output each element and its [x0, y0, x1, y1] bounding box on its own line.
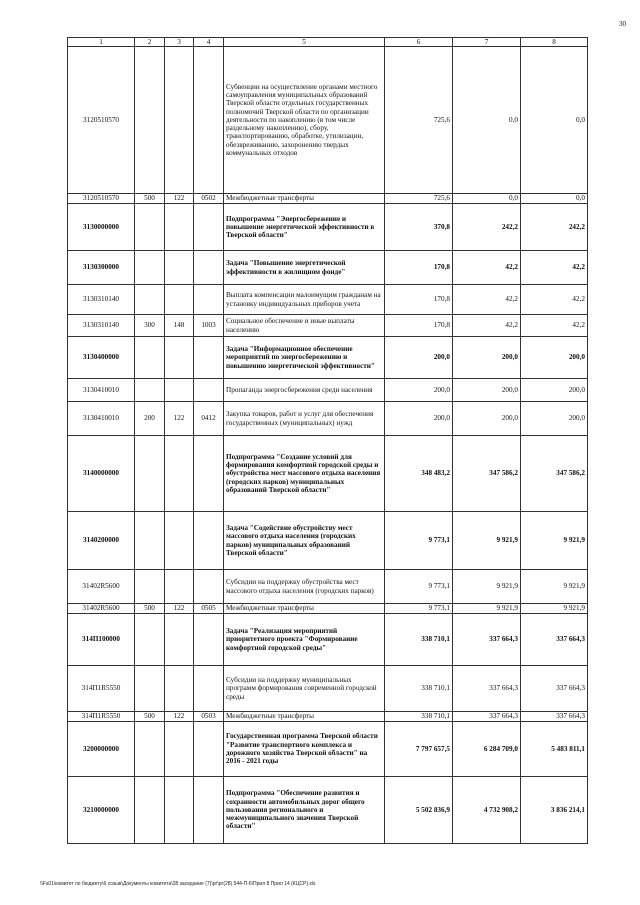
- cell-value-8: 3 836 214,1: [521, 777, 588, 844]
- cell-value-8: 242,2: [521, 204, 588, 251]
- cell-value-8: 5 483 811,1: [521, 722, 588, 777]
- table-row: [68, 666, 588, 712]
- cell-value-7: 0,0: [453, 47, 521, 194]
- cell-value-8: 9 921,9: [521, 512, 588, 570]
- cell-name: Субсидии на поддержку муниципальных программ формирования современной городской среды: [224, 666, 385, 712]
- cell-value-7: 200,0: [453, 337, 521, 379]
- cell-gr: [165, 379, 194, 402]
- cell-value-6: 5 502 836,9: [385, 777, 453, 844]
- table-row: [68, 712, 588, 722]
- cell-value-7: 200,0: [453, 379, 521, 402]
- cell-value-7: 0,0: [453, 194, 521, 204]
- cell-code: 3210000000: [68, 777, 135, 844]
- cell-gr: [165, 285, 194, 315]
- cell-gr: [165, 614, 194, 666]
- cell-name: Социальное обеспечение и иные выплаты населению: [224, 315, 385, 337]
- cell-value-7: 42,2: [453, 251, 521, 285]
- table-row: [68, 722, 588, 777]
- table-row: [68, 251, 588, 285]
- cell-value-7: 337 664,3: [453, 666, 521, 712]
- cell-code: 3130000000: [68, 204, 135, 251]
- cell-section: [194, 614, 224, 666]
- cell-rz: [135, 47, 165, 194]
- cell-value-7: 42,2: [453, 285, 521, 315]
- header-cell: 3: [165, 38, 194, 47]
- cell-value-8: 337 664,3: [521, 666, 588, 712]
- cell-name: Субвенции на осуществление органами местного самоуправления муниципальных образований Тверской области отдельных государственных полномочий Тверской области по организации деятельности по накоплению (в том числе раздельному накоплению), сбору, транспортированию, обработке, утилизации, обезвреживанию, захоронению твердых коммунальных отходов: [224, 47, 385, 194]
- cell-rz: [135, 512, 165, 570]
- cell-section: 0505: [194, 604, 224, 614]
- cell-value-8: 42,2: [521, 251, 588, 285]
- table-row: [68, 315, 588, 337]
- table-row: [68, 204, 588, 251]
- cell-name: Межбюджетные трансферты: [224, 604, 385, 614]
- cell-section: [194, 436, 224, 512]
- file-path-footer: \\Fs01\комитет по бюджету\6 созыв\Документы комитета\28 заседание (7)\рг\рг(28) 544-П-6\Прил 8 Прил 14 (КЦСР).xls: [40, 881, 316, 887]
- cell-rz: [135, 722, 165, 777]
- cell-rz: 300: [135, 315, 165, 337]
- cell-value-6: 338 710,1: [385, 614, 453, 666]
- cell-value-8: 200,0: [521, 337, 588, 379]
- cell-section: [194, 337, 224, 379]
- cell-value-6: 370,8: [385, 204, 453, 251]
- cell-name: Субсидии на поддержку обустройства мест массового отдыха населения (городских парков): [224, 570, 385, 604]
- table-row: [68, 47, 588, 194]
- cell-gr: 148: [165, 315, 194, 337]
- cell-gr: 122: [165, 402, 194, 436]
- cell-section: 0412: [194, 402, 224, 436]
- cell-value-8: 337 664,3: [521, 614, 588, 666]
- cell-gr: [165, 512, 194, 570]
- cell-code: 314П100000: [68, 614, 135, 666]
- header-cell: 7: [453, 38, 521, 47]
- cell-code: 314П1R5550: [68, 712, 135, 722]
- header-cell: 4: [194, 38, 224, 47]
- cell-name: Пропаганда энергосбережения среди населения: [224, 379, 385, 402]
- cell-gr: [165, 337, 194, 379]
- cell-name: Межбюджетные трансферты: [224, 712, 385, 722]
- header-cell: 1: [68, 38, 135, 47]
- cell-gr: 122: [165, 712, 194, 722]
- cell-section: [194, 512, 224, 570]
- cell-value-8: 9 921,9: [521, 604, 588, 614]
- cell-code: 3140000000: [68, 436, 135, 512]
- header-cell: 6: [385, 38, 453, 47]
- cell-section: [194, 722, 224, 777]
- table-row: [68, 512, 588, 570]
- cell-section: [194, 570, 224, 604]
- cell-section: [194, 47, 224, 194]
- cell-name: Выплата компенсации малоимущим гражданам на установку индивидуальных приборов учета: [224, 285, 385, 315]
- cell-section: 0502: [194, 194, 224, 204]
- cell-rz: [135, 614, 165, 666]
- cell-value-6: 338 710,1: [385, 666, 453, 712]
- cell-value-8: 9 921,9: [521, 570, 588, 604]
- budget-table: [67, 37, 588, 844]
- cell-code: 31402R5600: [68, 570, 135, 604]
- cell-code: 3130410010: [68, 402, 135, 436]
- cell-gr: 122: [165, 194, 194, 204]
- cell-section: [194, 379, 224, 402]
- cell-rz: 500: [135, 194, 165, 204]
- cell-section: [194, 666, 224, 712]
- cell-code: 314П1R5550: [68, 666, 135, 712]
- cell-gr: [165, 47, 194, 194]
- cell-rz: [135, 337, 165, 379]
- cell-value-6: 9 773,1: [385, 604, 453, 614]
- cell-value-7: 242,2: [453, 204, 521, 251]
- cell-section: 0503: [194, 712, 224, 722]
- cell-name: Задача "Содействие обустройству мест массового отдыха населения (городских парков) муниципальных образований Тверской области": [224, 512, 385, 570]
- table-row: [68, 379, 588, 402]
- cell-value-7: 42,2: [453, 315, 521, 337]
- cell-rz: 200: [135, 402, 165, 436]
- cell-value-6: 7 797 657,5: [385, 722, 453, 777]
- cell-value-6: 9 773,1: [385, 512, 453, 570]
- cell-value-6: 170,8: [385, 315, 453, 337]
- header-cell: 5: [224, 38, 385, 47]
- cell-rz: [135, 379, 165, 402]
- cell-gr: [165, 570, 194, 604]
- cell-gr: [165, 436, 194, 512]
- cell-name: Подпрограмма "Создание условий для формирования комфортной городской среды и обустройства мест массового отдыха населения (городских парков) муниципальных образований Тверской области": [224, 436, 385, 512]
- cell-value-6: 200,0: [385, 337, 453, 379]
- cell-gr: 122: [165, 604, 194, 614]
- table-row: [68, 614, 588, 666]
- cell-section: 1003: [194, 315, 224, 337]
- table-row: [68, 402, 588, 436]
- header-cell: 2: [135, 38, 165, 47]
- cell-gr: [165, 777, 194, 844]
- cell-value-6: 725,6: [385, 47, 453, 194]
- table-row: [68, 337, 588, 379]
- cell-code: 3130300000: [68, 251, 135, 285]
- cell-code: 31402R5600: [68, 604, 135, 614]
- cell-gr: [165, 251, 194, 285]
- cell-gr: [165, 722, 194, 777]
- table-row: [68, 436, 588, 512]
- table-row: [68, 777, 588, 844]
- cell-value-8: 200,0: [521, 402, 588, 436]
- cell-value-7: 6 284 709,0: [453, 722, 521, 777]
- cell-code: 3130310140: [68, 285, 135, 315]
- cell-value-7: 200,0: [453, 402, 521, 436]
- cell-code: 3130310140: [68, 315, 135, 337]
- cell-code: 3200000000: [68, 722, 135, 777]
- cell-rz: [135, 285, 165, 315]
- cell-value-8: 42,2: [521, 315, 588, 337]
- cell-value-6: 170,8: [385, 285, 453, 315]
- cell-section: [194, 204, 224, 251]
- cell-value-6: 200,0: [385, 402, 453, 436]
- header-cell: 8: [521, 38, 588, 47]
- cell-name: Задача "Повышение энергетической эффективности в жилищном фонде": [224, 251, 385, 285]
- cell-code: 3130410010: [68, 379, 135, 402]
- cell-value-7: 337 664,3: [453, 712, 521, 722]
- cell-rz: [135, 666, 165, 712]
- cell-value-8: 42,2: [521, 285, 588, 315]
- cell-value-6: 725,6: [385, 194, 453, 204]
- cell-name: Межбюджетные трансферты: [224, 194, 385, 204]
- cell-value-8: 200,0: [521, 379, 588, 402]
- cell-value-6: 170,8: [385, 251, 453, 285]
- cell-rz: [135, 570, 165, 604]
- table-row: [68, 570, 588, 604]
- cell-rz: [135, 204, 165, 251]
- cell-code: 3120510570: [68, 47, 135, 194]
- cell-code: 3140200000: [68, 512, 135, 570]
- cell-value-7: 347 586,2: [453, 436, 521, 512]
- cell-name: Задача "Реализация мероприятий приоритетного проекта "Формирование комфортной городской среды": [224, 614, 385, 666]
- table-row: [68, 285, 588, 315]
- table-row: [68, 604, 588, 614]
- cell-value-6: 338 710,1: [385, 712, 453, 722]
- cell-value-7: 337 664,3: [453, 614, 521, 666]
- cell-rz: [135, 777, 165, 844]
- cell-name: Закупка товаров, работ и услуг для обеспечения государственных (муниципальных) нужд: [224, 402, 385, 436]
- cell-value-6: 9 773,1: [385, 570, 453, 604]
- cell-code: 3130400000: [68, 337, 135, 379]
- cell-gr: [165, 666, 194, 712]
- table-header-row: [68, 38, 588, 47]
- cell-gr: [165, 204, 194, 251]
- cell-rz: [135, 436, 165, 512]
- cell-value-7: 9 921,9: [453, 570, 521, 604]
- cell-name: Подпрограмма "Обеспечение развития и сохранности автомобильных дорог общего пользования регионального и межмуниципального значения Тверской области": [224, 777, 385, 844]
- cell-name: Государственная программа Тверской области "Развитие транспортного комплекса и дорожного хозяйства Тверской области" на 2016 - 2021 годы: [224, 722, 385, 777]
- cell-value-8: 337 664,3: [521, 712, 588, 722]
- cell-section: [194, 777, 224, 844]
- cell-value-8: 347 586,2: [521, 436, 588, 512]
- cell-name: Подпрограмма "Энергосбережение и повышение энергетической эффективности в Тверской области": [224, 204, 385, 251]
- page-number: 30: [619, 20, 626, 28]
- cell-name: Задача "Информационное обеспечение мероприятий по энергосбережению и повышению энергетической эффективности": [224, 337, 385, 379]
- cell-value-7: 9 921,9: [453, 604, 521, 614]
- cell-value-8: 0,0: [521, 47, 588, 194]
- cell-value-8: 0,0: [521, 194, 588, 204]
- table-row: [68, 194, 588, 204]
- cell-section: [194, 251, 224, 285]
- cell-rz: 500: [135, 712, 165, 722]
- cell-value-6: 348 483,2: [385, 436, 453, 512]
- cell-code: 3120510570: [68, 194, 135, 204]
- cell-value-6: 200,0: [385, 379, 453, 402]
- cell-rz: 500: [135, 604, 165, 614]
- cell-section: [194, 285, 224, 315]
- cell-value-7: 9 921,9: [453, 512, 521, 570]
- cell-rz: [135, 251, 165, 285]
- cell-value-7: 4 732 908,2: [453, 777, 521, 844]
